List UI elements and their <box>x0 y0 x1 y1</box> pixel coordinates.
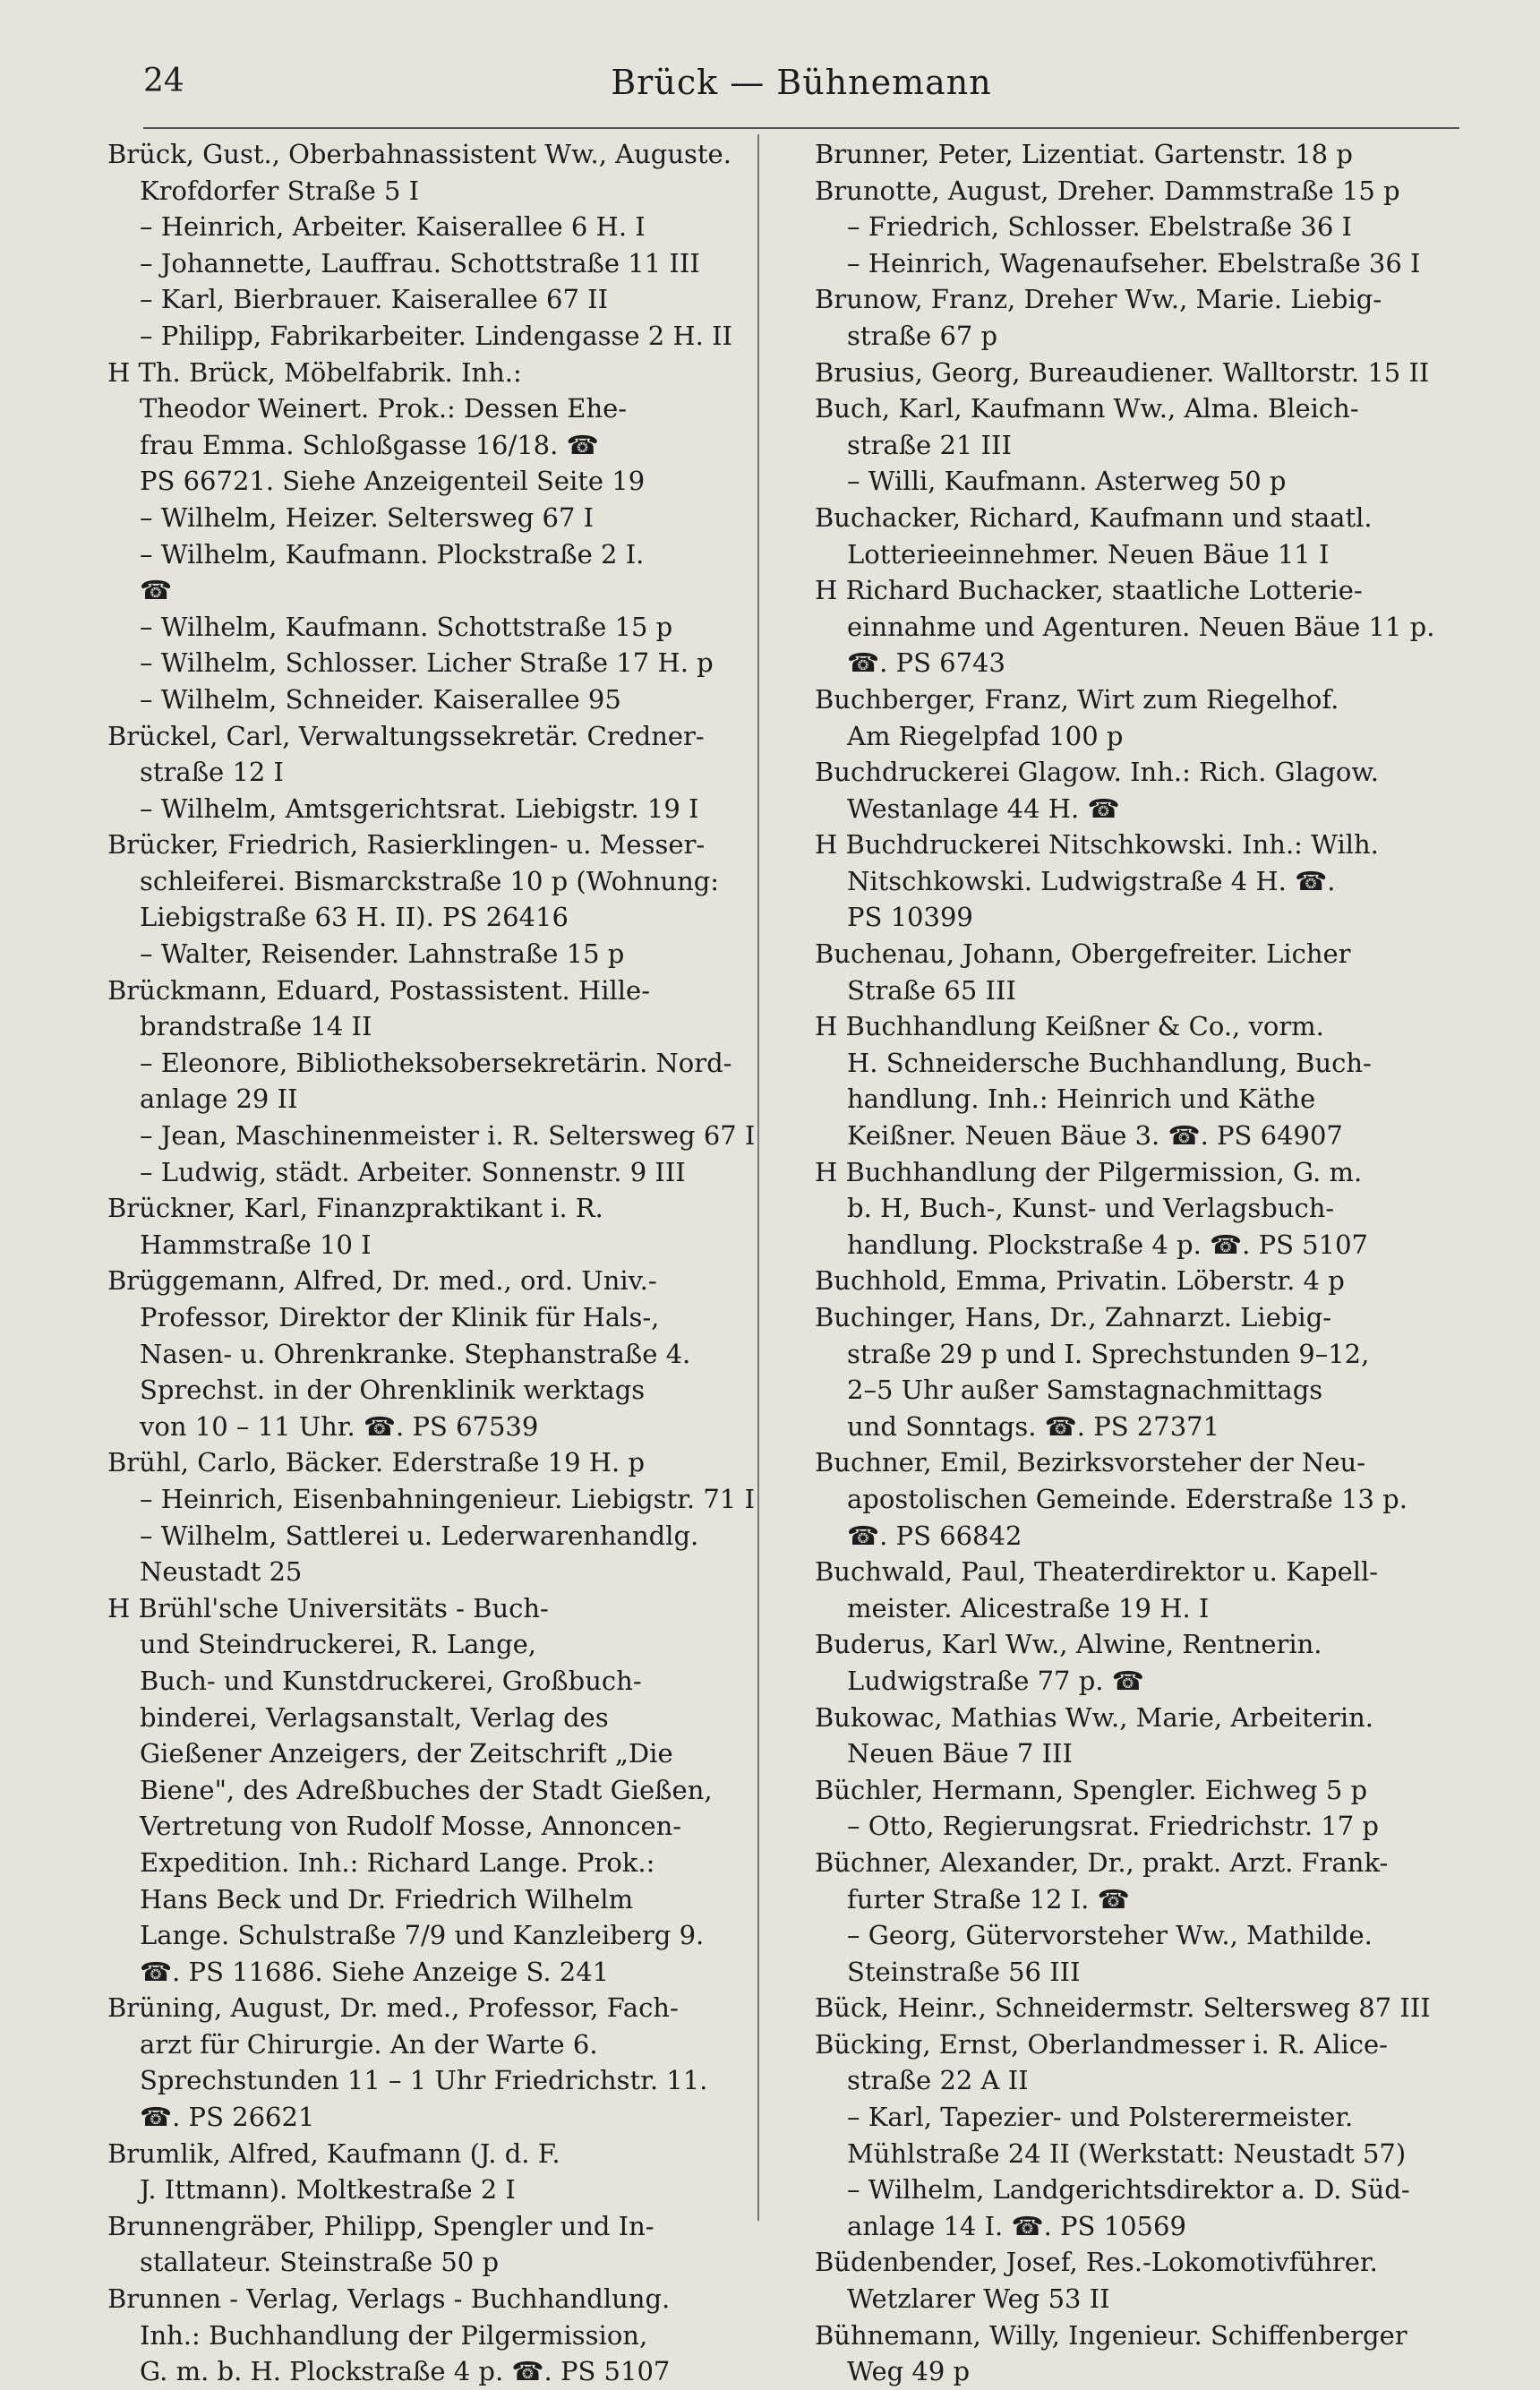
entry-line: H Richard Buchacker, staatliche Lotterie- <box>815 575 1363 606</box>
directory-entry <box>815 463 1442 500</box>
entry-line: anlage 14 I. ☎. PS 10569 <box>847 2210 1186 2241</box>
directory-entry <box>815 1700 1442 1772</box>
entry-line: Straße 65 III <box>847 974 1016 1006</box>
directory-entry <box>815 936 1442 1008</box>
directory-entry <box>107 681 734 718</box>
directory-entry <box>815 209 1442 245</box>
entry-line: Neuen Bäue 7 III <box>847 1738 1073 1769</box>
entry-line: – Wilhelm, Landgerichtsdirektor a. D. Süd- <box>847 2174 1410 2206</box>
directory-entry <box>815 245 1442 282</box>
directory-entry <box>107 1518 734 1590</box>
entry-line: Brusius, Georg, Bureaudiener. Walltorstr. 15 II <box>815 356 1430 388</box>
directory-entry <box>815 1990 1442 2026</box>
entry-line: Mühlstraße 24 II (Werkstatt: Neustadt 57) <box>847 2137 1407 2169</box>
entry-line: – Otto, Regierungsrat. Friedrichstr. 17 p <box>847 1811 1379 1842</box>
entry-line: Hammstraße 10 I <box>140 1229 372 1260</box>
directory-entry <box>107 1990 734 2135</box>
directory-entry <box>107 2208 734 2281</box>
directory-entry <box>815 1917 1442 1990</box>
entry-line: Brückner, Karl, Finanzpraktikant i. R. <box>107 1193 603 1224</box>
entry-line: anlage 29 II <box>140 1084 298 1115</box>
directory-entry <box>815 1263 1442 1299</box>
entry-line: Lotterieeinnehmer. Neuen Bäue 11 I <box>847 538 1330 570</box>
entry-line: Brunotte, August, Dreher. Dammstraße 15 p <box>815 175 1400 206</box>
entry-line: Brumlik, Alfred, Kaufmann (J. d. F. <box>107 2137 560 2169</box>
entry-line: – Johannette, Lauffrau. Schottstraße 11 III <box>140 247 700 278</box>
entry-line: ☎ <box>140 575 173 606</box>
directory-entry <box>107 500 734 536</box>
entry-line: Bück, Heinr., Schneidermstr. Seltersweg 87 III <box>815 1992 1431 2024</box>
entry-line: apostolischen Gemeinde. Ederstraße 13 p. <box>847 1483 1407 1514</box>
entry-line: stallateur. Steinstraße 50 p <box>140 2247 500 2278</box>
entry-line: G. m. b. H. Plockstraße 4 p. ☎. PS 5107 <box>140 2356 671 2387</box>
entry-line: Inh.: Buchhandlung der Pilgermission, <box>140 2319 648 2351</box>
entry-line: – Friedrich, Schlosser. Ebelstraße 36 I <box>847 211 1352 243</box>
directory-entry <box>815 1154 1442 1264</box>
entry-line: Buchwald, Paul, Theaterdirektor u. Kapell- <box>815 1556 1379 1588</box>
directory-entry <box>815 390 1442 463</box>
entry-line: Hans Beck und Dr. Friedrich Wilhelm <box>140 1883 634 1915</box>
entry-line: Biene", des Adreßbuches der Stadt Gießen, <box>140 1774 713 1805</box>
entry-line: Brückmann, Eduard, Postassistent. Hille- <box>107 974 651 1006</box>
entry-line: b. H, Buch-, Kunst- und Verlagsbuch- <box>847 1193 1335 1224</box>
entry-line: Büchler, Hermann, Spengler. Eichweg 5 p <box>815 1774 1368 1805</box>
directory-entry <box>815 1845 1442 1917</box>
entry-line: Buchdruckerei Glagow. Inh.: Rich. Glagow. <box>815 757 1379 788</box>
directory-entry <box>815 136 1442 173</box>
entry-line: Buchinger, Hans, Dr., Zahnarzt. Liebig- <box>815 1302 1332 1332</box>
entry-line: straße 12 I <box>140 757 285 788</box>
entry-line: Buchberger, Franz, Wirt zum Riegelhof. <box>815 683 1339 715</box>
entry-line: Westanlage 44 H. ☎ <box>847 792 1120 824</box>
entry-line: Neustadt 25 <box>140 1556 303 1588</box>
entry-line: ☎. PS 66842 <box>847 1520 1022 1551</box>
entry-line: Lange. Schulstraße 7/9 und Kanzleiberg 9. <box>140 1920 705 1951</box>
entry-line: Liebigstraße 63 H. II). PS 26416 <box>140 902 569 933</box>
directory-entry <box>815 1299 1442 1444</box>
entry-line: – Wilhelm, Amtsgerichtsrat. Liebigstr. 19 I <box>140 792 699 824</box>
directory-entry <box>107 318 734 355</box>
entry-line: – Walter, Reisender. Lahnstraße 15 p <box>140 938 625 970</box>
entry-line: – Wilhelm, Kaufmann. Plockstraße 2 I. <box>140 538 645 570</box>
directory-entry <box>107 718 734 791</box>
directory-entry <box>107 245 734 282</box>
entry-line: handlung. Inh.: Heinrich und Käthe <box>847 1084 1316 1115</box>
entry-line: Expedition. Inh.: Richard Lange. Prok.: <box>140 1846 655 1878</box>
directory-entry <box>107 1190 734 1263</box>
entry-line: einnahme und Agenturen. Neuen Bäue 11 p. <box>847 611 1435 642</box>
directory-entry <box>815 2099 1442 2172</box>
entry-line: – Philipp, Fabrikarbeiter. Lindengasse 2 H. II <box>140 320 733 351</box>
directory-entry <box>107 2136 734 2208</box>
directory-entry <box>107 827 734 936</box>
entry-line: – Georg, Gütervorsteher Ww., Mathilde. <box>847 1920 1373 1951</box>
entry-line: Sprechst. in der Ohrenklinik werktags <box>140 1375 646 1406</box>
entry-line: und Steindruckerei, R. Lange, <box>140 1629 537 1660</box>
entry-line: Krofdorfer Straße 5 I <box>140 175 420 206</box>
entry-line: Professor, Direktor der Klinik für Hals-, <box>140 1302 660 1332</box>
directory-entry <box>107 136 734 209</box>
entry-line: Brunnengräber, Philipp, Spengler und In- <box>107 2210 654 2241</box>
column-divider <box>757 134 759 2221</box>
right-column <box>815 136 1442 2390</box>
entry-line: straße 67 p <box>847 320 998 351</box>
directory-entry <box>815 1444 1442 1554</box>
entry-line: Buderus, Karl Ww., Alwine, Rentnerin. <box>815 1629 1322 1660</box>
directory-entry <box>107 1154 734 1191</box>
directory-entry <box>107 1118 756 1154</box>
directory-entry <box>107 209 734 245</box>
directory-entry <box>107 1263 734 1444</box>
entry-line: Steinstraße 56 III <box>847 1956 1081 1987</box>
directory-entry <box>815 2026 1442 2099</box>
entry-line: ☎. PS 26621 <box>140 2102 315 2133</box>
directory-entry <box>815 1808 1442 1845</box>
directory-entry <box>107 281 734 318</box>
entry-line: Buchhold, Emma, Privatin. Löberstr. 4 p <box>815 1265 1345 1297</box>
entry-line: Buchenau, Johann, Obergefreiter. Licher <box>815 938 1351 970</box>
entry-line: binderei, Verlagsanstalt, Verlag des <box>140 1701 609 1733</box>
entry-line: arzt für Chirurgie. An der Warte 6. <box>140 2028 598 2060</box>
directory-entry <box>815 173 1442 210</box>
entry-line: Buch, Karl, Kaufmann Ww., Alma. Bleich- <box>815 393 1359 424</box>
entry-line: – Wilhelm, Schlosser. Licher Straße 17 H. p <box>140 647 714 679</box>
entry-line: Nasen- u. Ohrenkranke. Stephanstraße 4. <box>140 1338 691 1369</box>
directory-entry <box>815 2244 1442 2317</box>
entry-line: ☎. PS 6743 <box>847 647 1005 679</box>
entry-line: PS 10399 <box>847 902 973 933</box>
entry-line: H. Schneidersche Buchhandlung, Buch- <box>847 1047 1372 1078</box>
entry-line: Gießener Anzeigers, der Zeitschrift „Die <box>140 1738 673 1769</box>
directory-entry <box>107 1444 734 1481</box>
directory-entry <box>107 1045 734 1118</box>
entry-line: Buchacker, Richard, Kaufmann und staatl. <box>815 501 1373 533</box>
entry-line: – Wilhelm, Sattlerei u. Lederwarenhandlg. <box>140 1520 699 1551</box>
directory-entry <box>107 972 734 1045</box>
directory-entry <box>107 1590 734 1991</box>
entry-line: Buchner, Emil, Bezirksvorsteher der Neu- <box>815 1447 1366 1478</box>
entry-line: – Heinrich, Arbeiter. Kaiserallee 6 H. I <box>140 211 646 243</box>
entry-line: Sprechstunden 11 – 1 Uhr Friedrichstr. 11. <box>140 2065 708 2096</box>
entry-line: – Wilhelm, Schneider. Kaiserallee 95 <box>140 683 621 715</box>
directory-entry <box>107 791 734 827</box>
entry-line: Brück, Gust., Oberbahnassistent Ww., Auguste. <box>107 139 732 169</box>
entry-line: Vertretung von Rudolf Mosse, Annoncen- <box>140 1811 682 1842</box>
entry-line: Brüning, August, Dr. med., Professor, Fach- <box>107 1992 679 2024</box>
entry-line: Wetzlarer Weg 53 II <box>847 2283 1110 2315</box>
entry-line: straße 29 p und I. Sprechstunden 9–12, <box>847 1338 1370 1369</box>
directory-entry <box>815 827 1442 936</box>
directory-entry <box>815 1772 1442 1809</box>
entry-line: Bücking, Ernst, Oberlandmesser i. R. Alice- <box>815 2028 1388 2060</box>
directory-entry <box>815 1554 1442 1626</box>
entry-line: Buch- und Kunstdruckerei, Großbuch- <box>140 1665 642 1696</box>
directory-entry <box>107 536 734 609</box>
entry-line: von 10 – 11 Uhr. ☎. PS 67539 <box>140 1410 539 1442</box>
entry-line: meister. Alicestraße 19 H. I <box>847 1592 1210 1623</box>
entry-line: H Brühl'sche Universitäts - Buch- <box>107 1592 549 1623</box>
entry-line: Brüggemann, Alfred, Dr. med., ord. Univ.- <box>107 1265 657 1297</box>
entry-line: Keißner. Neuen Bäue 3. ☎. PS 64907 <box>847 1120 1343 1152</box>
entry-line: Brückel, Carl, Verwaltungssekretär. Credner- <box>107 720 705 751</box>
entry-line: Am Riegelpfad 100 p <box>847 720 1124 751</box>
directory-entry <box>815 754 1442 827</box>
entry-line: schleiferei. Bismarckstraße 10 p (Wohnung: <box>140 865 720 896</box>
entry-line: – Ludwig, städt. Arbeiter. Sonnenstr. 9 III <box>140 1156 686 1187</box>
directory-entry <box>815 500 1442 572</box>
directory-entry <box>815 2172 1442 2244</box>
entry-line: furter Straße 12 I. ☎ <box>847 1883 1130 1915</box>
entry-line: Bühnemann, Willy, Ingenieur. Schiffenberger <box>815 2319 1407 2351</box>
directory-entry <box>107 645 734 681</box>
directory-entry <box>107 1481 755 1518</box>
entry-line: – Karl, Bierbrauer. Kaiserallee 67 II <box>140 284 609 315</box>
entry-line: PS 66721. Siehe Anzeigenteil Seite 19 <box>140 466 646 497</box>
left-column <box>107 136 756 2390</box>
entry-line: H Buchdruckerei Nitschkowski. Inh.: Wilh. <box>815 829 1379 861</box>
entry-line: – Wilhelm, Kaufmann. Schottstraße 15 p <box>140 611 673 642</box>
page-header <box>143 56 1459 129</box>
entry-line: handlung. Plockstraße 4 p. ☎. PS 5107 <box>847 1229 1368 1260</box>
directory-entry <box>815 355 1442 391</box>
entry-line: ☎. PS 11686. Siehe Anzeige S. 241 <box>140 1956 610 1987</box>
entry-line: straße 21 III <box>847 429 1012 460</box>
entry-line: und Sonntags. ☎. PS 27371 <box>847 1410 1220 1442</box>
entry-line: – Karl, Tapezier- und Polsterermeister. <box>847 2102 1354 2133</box>
directory-entry <box>107 355 734 500</box>
entry-line: – Heinrich, Eisenbahningenieur. Liebigstr. 71 I <box>140 1483 755 1514</box>
directory-entry <box>107 2281 734 2390</box>
entry-line: – Heinrich, Wagenaufseher. Ebelstraße 36 I <box>847 247 1421 278</box>
entry-line: Bukowac, Mathias Ww., Marie, Arbeiterin. <box>815 1701 1374 1733</box>
entry-line: Brunnen - Verlag, Verlags - Buchhandlung. <box>107 2283 671 2315</box>
entry-line: Ludwigstraße 77 p. ☎ <box>847 1665 1144 1696</box>
running-title: Brück — Bühnemann <box>611 63 992 102</box>
page-number: 24 <box>143 63 184 99</box>
entry-line: brandstraße 14 II <box>140 1011 372 1042</box>
directory-entry <box>815 681 1442 754</box>
directory-entry <box>815 1008 1442 1153</box>
entry-line: – Jean, Maschinenmeister i. R. Seltersweg 67 I <box>140 1120 756 1152</box>
entry-line: Brunner, Peter, Lizentiat. Gartenstr. 18 p <box>815 139 1353 169</box>
directory-entry <box>107 936 734 972</box>
entry-line: straße 22 A II <box>847 2065 1029 2096</box>
entry-line: J. Ittmann). Moltkestraße 2 I <box>140 2174 516 2206</box>
entry-line: Nitschkowski. Ludwigstraße 4 H. ☎. <box>847 865 1336 896</box>
entry-line: Büchner, Alexander, Dr., prakt. Arzt. Frank- <box>815 1846 1389 1878</box>
entry-line: Weg 49 p <box>847 2356 971 2387</box>
directory-entry <box>815 2317 1442 2390</box>
entry-line: frau Emma. Schloßgasse 16/18. ☎ <box>140 429 599 460</box>
directory-entry <box>107 609 734 646</box>
entry-line: Theodor Weinert. Prok.: Dessen Ehe- <box>140 393 628 424</box>
entry-line: Büdenbender, Josef, Res.-Lokomotivführer. <box>815 2247 1378 2278</box>
directory-entry <box>815 572 1442 681</box>
directory-entry <box>815 281 1442 354</box>
entry-line: – Willi, Kaufmann. Asterweg 50 p <box>847 466 1287 497</box>
entry-line: – Eleonore, Bibliotheksobersekretärin. Nord- <box>140 1047 732 1078</box>
entry-line: Brühl, Carlo, Bäcker. Ederstraße 19 H. p <box>107 1447 646 1478</box>
entry-line: – Wilhelm, Heizer. Seltersweg 67 I <box>140 501 595 533</box>
entry-line: Brunow, Franz, Dreher Ww., Marie. Liebig- <box>815 284 1382 315</box>
entry-line: H Buchhandlung Keißner & Co., vorm. <box>815 1011 1324 1042</box>
directory-entry <box>815 1626 1442 1699</box>
entry-line: H Th. Brück, Möbelfabrik. Inh.: <box>107 356 522 388</box>
entry-line: 2–5 Uhr außer Samstagnachmittags <box>847 1375 1323 1406</box>
entry-line: H Buchhandlung der Pilgermission, G. m. <box>815 1156 1363 1187</box>
entry-line: Brücker, Friedrich, Rasierklingen- u. Messer- <box>107 829 706 861</box>
